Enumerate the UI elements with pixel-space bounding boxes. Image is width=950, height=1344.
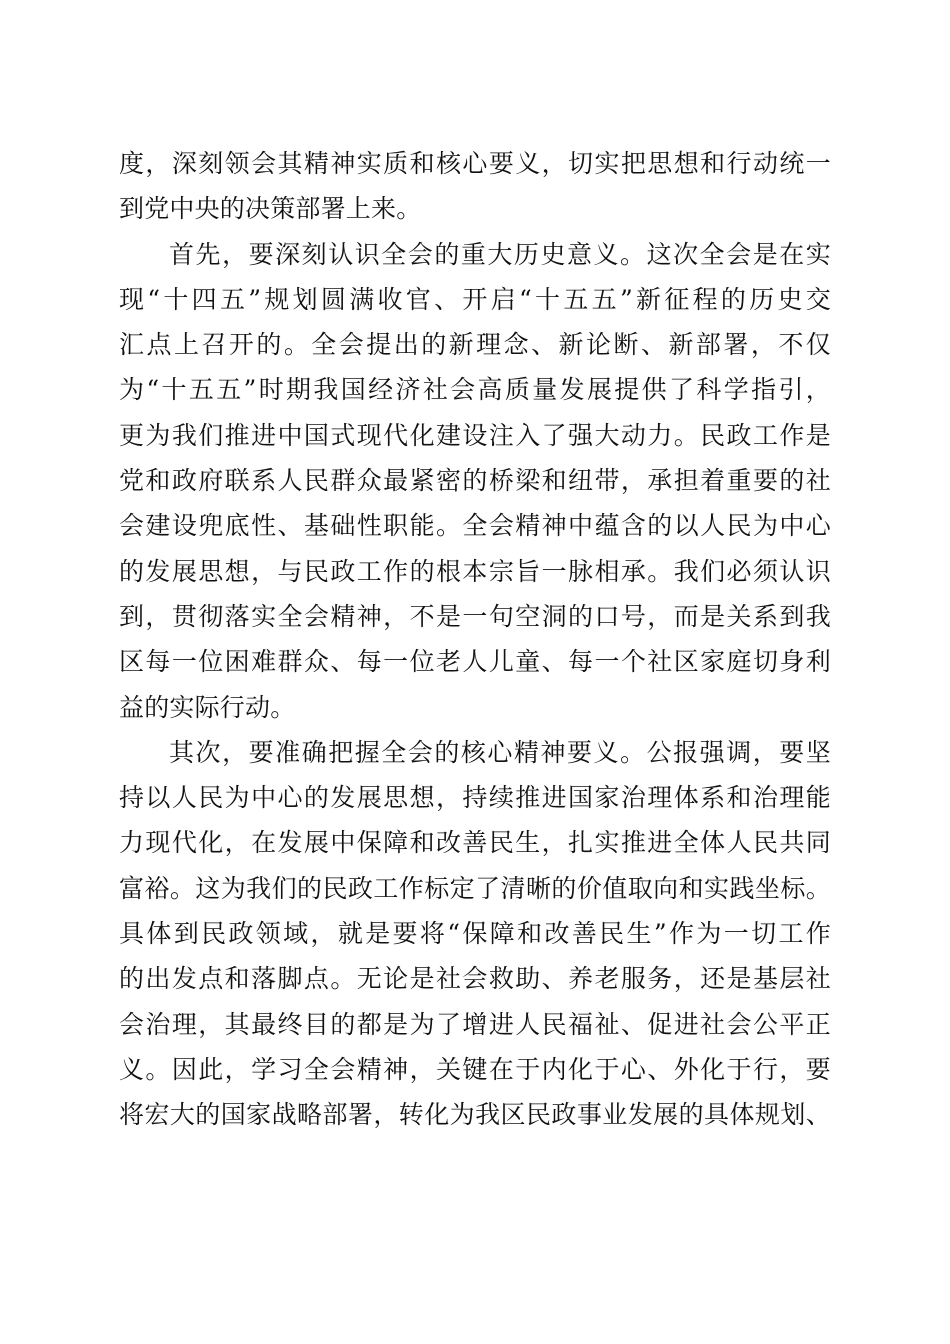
text-line: 义。因此，学习全会精神，关键在于内化于心、外化于行，要 — [119, 1054, 831, 1084]
paragraph — [119, 232, 831, 730]
text-line: 益的实际行动。 — [119, 692, 296, 722]
text-line: 力现代化，在发展中保障和改善民生，扎实推进全体人民共同 — [119, 828, 831, 858]
text-line: 度，深刻领会其精神实质和核心要义，切实把思想和行动统一 — [119, 149, 831, 178]
text-line: 持以人民为中心的发展思想，持续推进国家治理体系和治理能 — [119, 783, 831, 813]
text-line: 到党中央的决策部署上来。 — [119, 194, 422, 224]
text-line: 首先，要深刻认识全会的重大历史意义。这次全会是在实 — [169, 239, 831, 269]
paragraph — [119, 141, 831, 232]
text-line: 会建设兜底性、基础性职能。全会精神中蕴含的以人民为中心 — [119, 511, 831, 541]
text-line: 的发展思想，与民政工作的根本宗旨一脉相承。我们必须认识 — [119, 556, 831, 586]
text-line: 现“十四五”规划圆满收官、开启“十五五”新征程的历史交 — [119, 284, 831, 314]
text-line: 更为我们推进中国式现代化建设注入了强大动力。民政工作是 — [119, 420, 831, 450]
text-line: 汇点上召开的。全会提出的新理念、新论断、新部署，不仅 — [119, 330, 831, 360]
text-line: 区每一位困难群众、每一位老人儿童、每一个社区家庭切身利 — [119, 647, 831, 677]
paragraph — [119, 730, 831, 1138]
text-line: 具体到民政领域，就是要将“保障和改善民生”作为一切工作 — [119, 919, 831, 949]
text-line: 其次，要准确把握全会的核心精神要义。公报强调，要坚 — [169, 737, 831, 767]
body-text — [119, 141, 831, 1138]
text-line: 为“十五五”时期我国经济社会高质量发展提供了科学指引， — [119, 375, 831, 405]
text-line: 到，贯彻落实全会精神，不是一句空洞的口号，而是关系到我 — [119, 601, 831, 631]
text-line: 将宏大的国家战略部署，转化为我区民政事业发展的具体规划、 — [119, 1100, 831, 1130]
text-line: 的出发点和落脚点。无论是社会救助、养老服务，还是基层社 — [119, 964, 831, 994]
text-line: 会治理，其最终目的都是为了增进人民福祉、促进社会公平正 — [119, 1009, 831, 1039]
text-line: 富裕。这为我们的民政工作标定了清晰的价值取向和实践坐标。 — [119, 873, 831, 903]
text-line: 党和政府联系人民群众最紧密的桥梁和纽带，承担着重要的社 — [119, 466, 831, 496]
